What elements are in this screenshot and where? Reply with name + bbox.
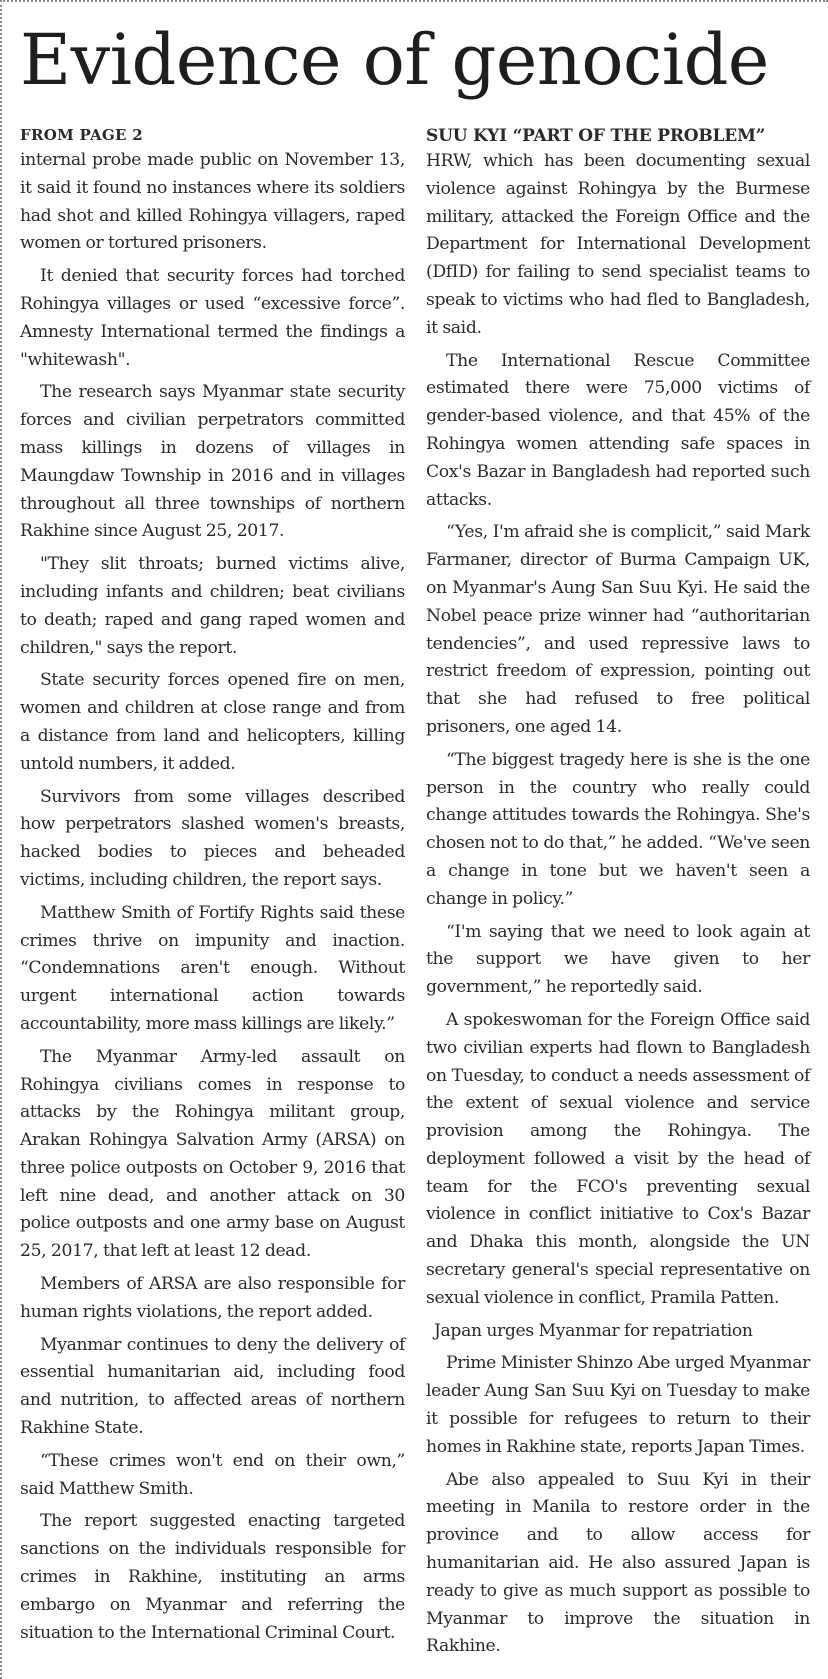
paragraph: A spokeswoman for the Foreign Office said two civilian experts had flown to Bangladesh on Tuesday, to conduct a needs assessment of the extent of sexual violence and service provision among the Rohingya. The deployment followed a visit by the head of team for the FCO's preventing sexual violence in conflict initiative to Cox's Bazar and Dhaka this month, alongside the UN secretary general's special representative on sexual violence in conflict, Pramila Patten. (426, 1009, 810, 1308)
paragraph: The report suggested enacting targeted sanctions on the individuals responsible for crimes in Rakhine, instituting an arms embargo on Myanmar and referring the situation to the International Criminal Court. (20, 1511, 405, 1643)
paragraph: The research says Myanmar state security forces and civilian perpetrators committed mass killings in dozens of villages in Maungdaw Township in 2016 and in villages throughout all three townships of northern Rakhine since August 25, 2017. (20, 382, 405, 542)
paragraph: internal probe made public on November 13, it said it found no instances where its soldiers had shot and killed Rohingya villagers, raped women or tortured prisoners. (20, 150, 405, 254)
dotted-border-left (0, 0, 6, 1679)
minihead-japan: Japan urges Myanmar for repatriation (434, 1320, 753, 1341)
headline: Evidence of genocide (20, 19, 769, 101)
paragraph: “Yes, I'm afraid she is complicit,” said Mark Farmaner, director of Burma Campaign UK, on Myanmar's Aung San Suu Kyi. He said the Nobel peace prize winner had “authoritarian tendencies”, and used repressive laws to restrict freedom of expression, pointing out that she had refused to free political prisoners, one aged 14. (426, 522, 810, 737)
paragraph: “The biggest tragedy here is she is the one person in the country who really could change attitudes towards the Rohingya. She's chosen not to do that,” he added. “We've seen a change in tone but we haven't seen a change in policy.” (426, 749, 810, 909)
paragraph: The International Rescue Committee estimated there were 75,000 victims of gender-based violence, and that 45% of the Rohingya women attending safe spaces in Cox's Bazar in Bangladesh had reported such attacks. (426, 350, 810, 510)
section-subhead: SUU KYI “PART OF THE PROBLEM” (426, 126, 766, 146)
left-column (20, 125, 405, 1652)
paragraph: Matthew Smith of Fortify Rights said these crimes thrive on impunity and inaction. “Condemnations aren't enough. Without urgent international action towards accountability, more mass killings are likely.” (20, 902, 405, 1034)
paragraph: HRW, which has been documenting sexual violence against Rohingya by the Burmese military, attacked the Foreign Office and the Department for International Development (DfID) for failing to send specialist teams to speak to victims who had fled to Bangladesh, it said. (426, 151, 810, 338)
paragraph: Prime Minister Shinzo Abe urged Myanmar leader Aung San Suu Kyi on Tuesday to make it possible for refugees to return to their homes in Rakhine state, reports Japan Times. (426, 1353, 810, 1457)
paragraph: The Myanmar Army-led assault on Rohingya civilians comes in response to attacks by the Rohingya militant group, Arakan Rohingya Salvation Army (ARSA) on three police outposts on October 9, 2016 that left nine dead, and another attack on 30 police outposts and one army base on August 25, 2017, that left at least 12 dead. (20, 1046, 405, 1262)
paragraph: "They slit throats; burned victims alive, including infants and children; beat civilians to death; raped and gang raped women and children," says the report. (20, 554, 405, 658)
right-column (426, 125, 810, 1666)
paragraph: It denied that security forces had torched Rohingya villages or used “excessive force”. Amnesty International termed the findings a "whitewash". (20, 266, 405, 370)
paragraph: Abe also appealed to Suu Kyi in their meeting in Manila to restore order in the province and to allow access for humanitarian aid. He also assured Japan is ready to give as much support as possible to Myanmar to improve the situation in Rakhine. (426, 1469, 810, 1657)
kicker-from-page: FROM PAGE 2 (20, 126, 144, 144)
paragraph: Survivors from some villages described how perpetrators slashed women's breasts, hacked bodies to pieces and beheaded victims, including children, the report says. (20, 786, 405, 890)
paragraph: “These crimes won't end on their own,” said Matthew Smith. (20, 1450, 405, 1499)
paragraph: Myanmar continues to deny the delivery of essential humanitarian aid, including food and nutrition, to affected areas of northern Rakhine State. (20, 1334, 405, 1439)
paragraph: State security forces opened fire on men, women and children at close range and from a distance from land and helicopters, killing untold numbers, it added. (20, 670, 405, 774)
dotted-border-top (0, 0, 828, 4)
paragraph: Members of ARSA are also responsible for human rights violations, the report added. (20, 1274, 405, 1322)
paragraph: “I'm saying that we need to look again at the support we have given to her government,” he reportedly said. (426, 921, 810, 998)
